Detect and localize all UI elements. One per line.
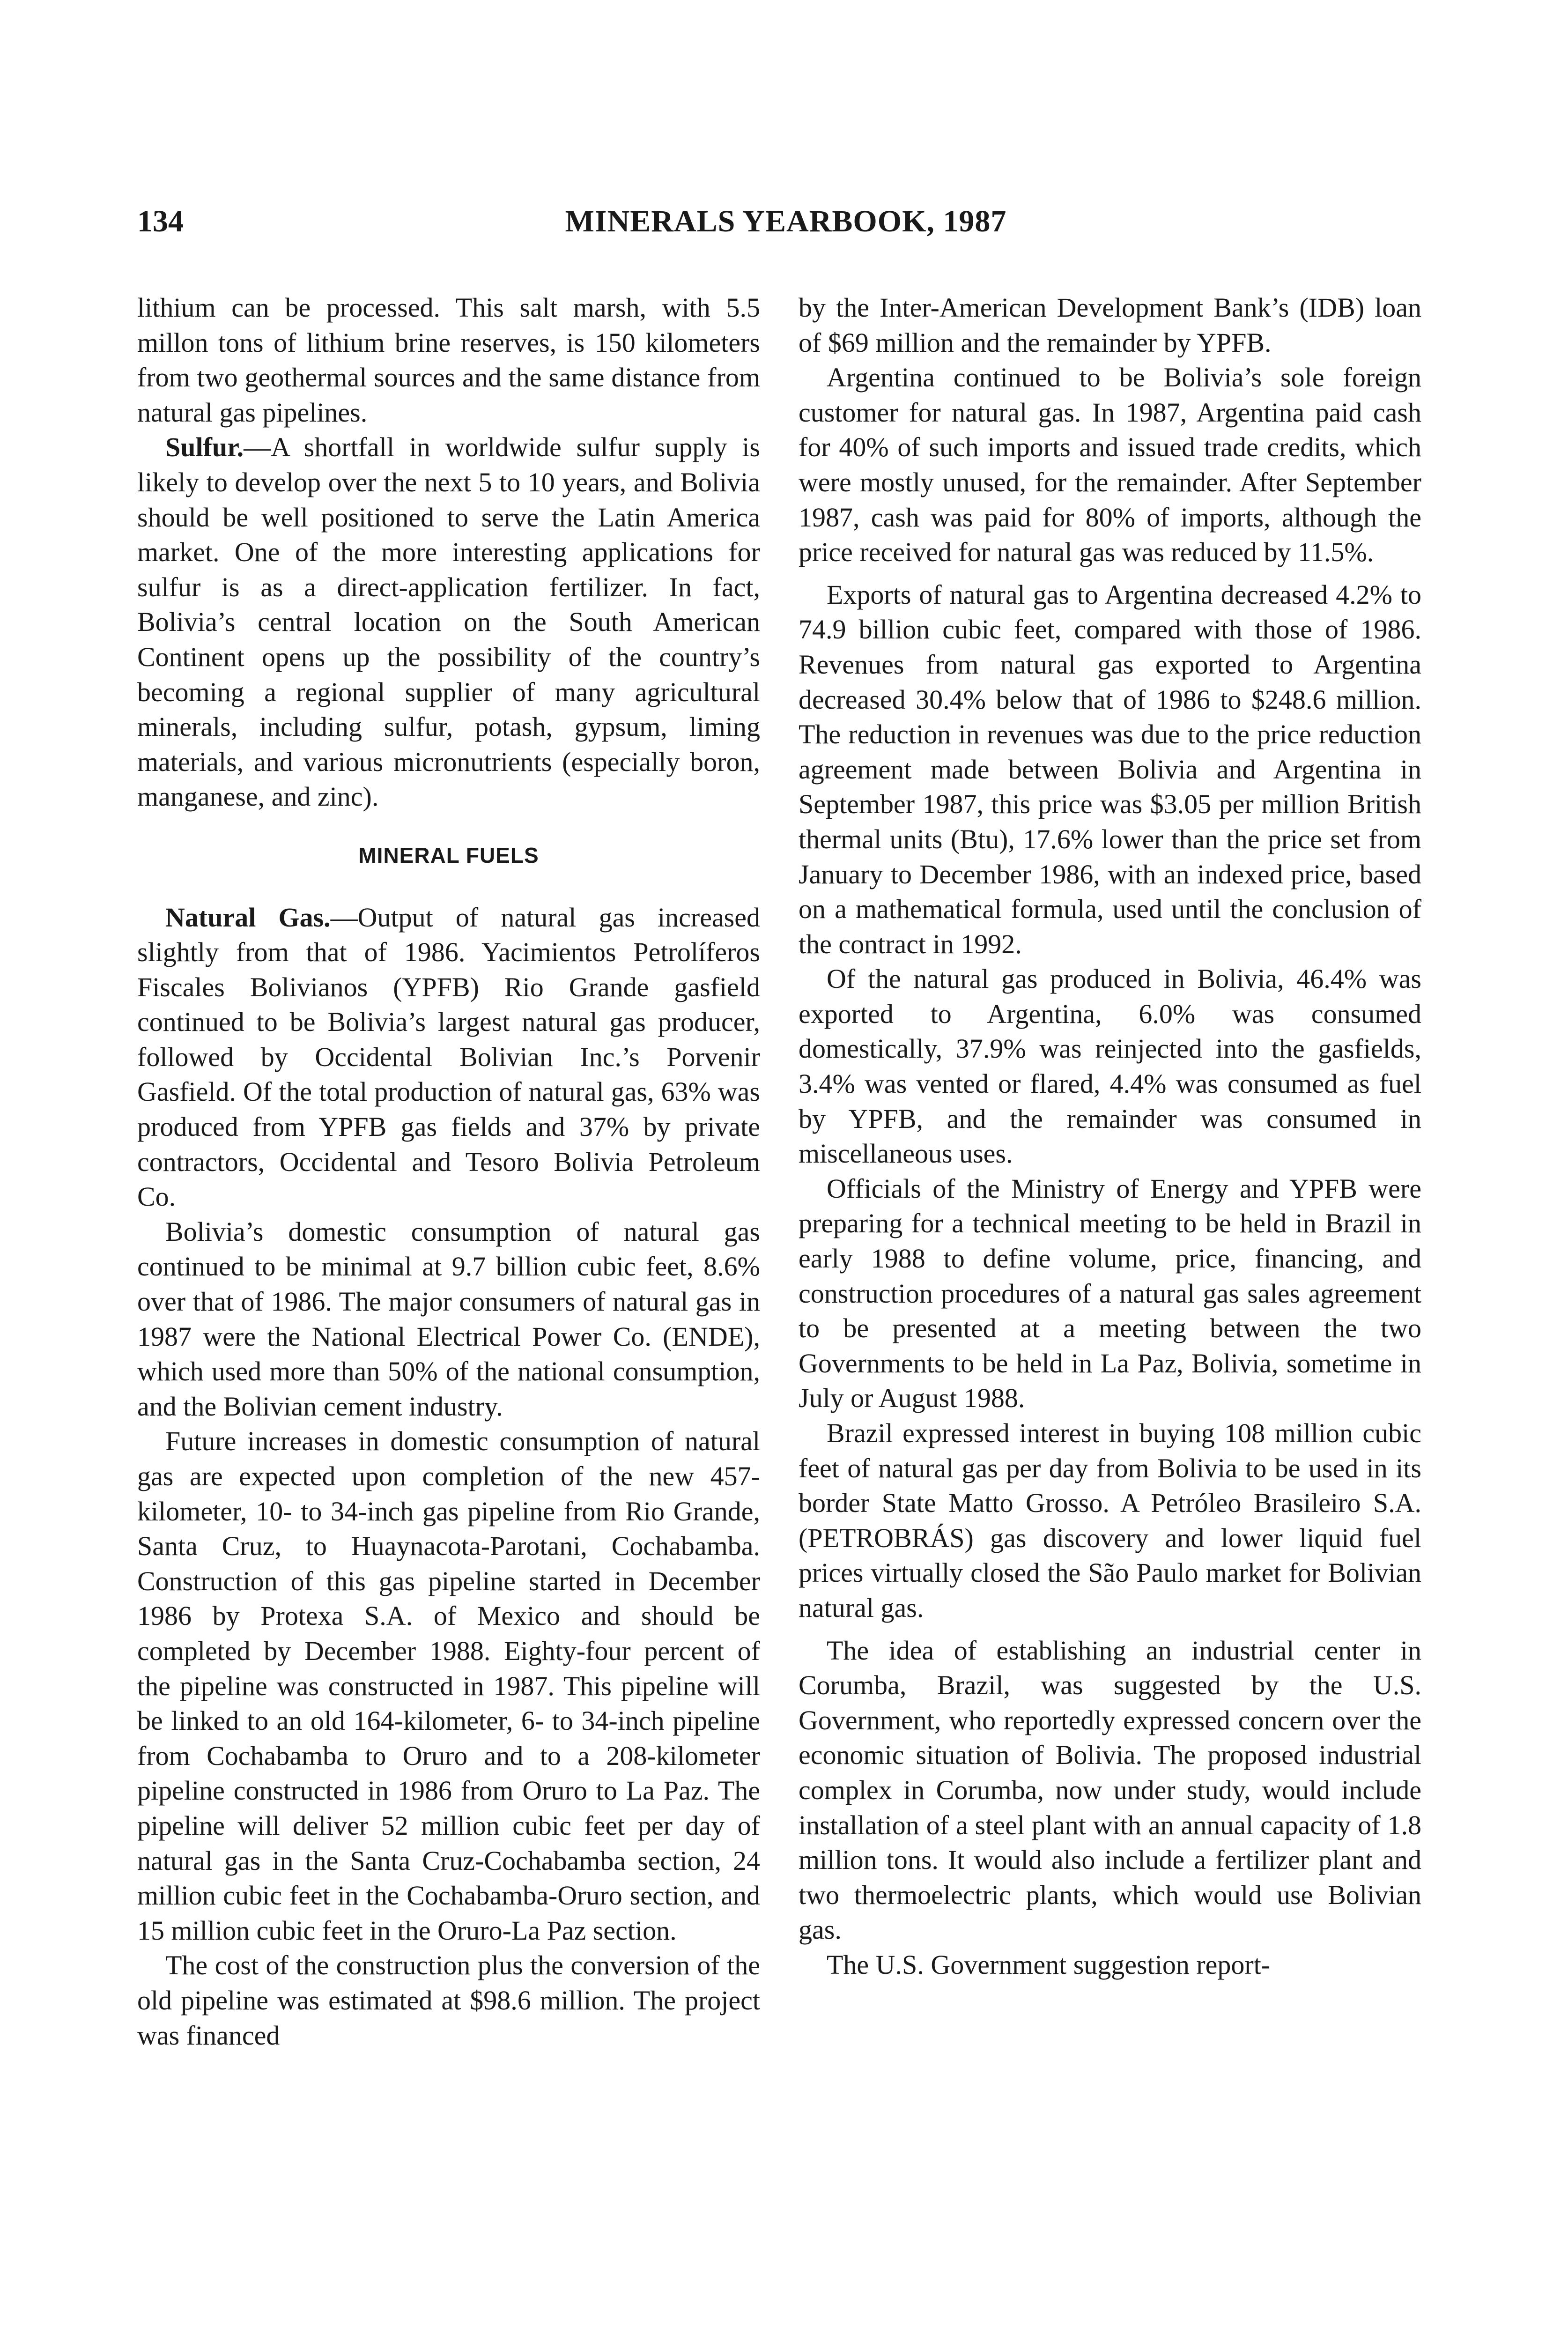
paragraph: The cost of the construction plus the conversion of the old pipeline was estimated at $98.6 million. The project was financed (137, 1950, 760, 2051)
section-heading: MINERAL FUELS (358, 843, 539, 867)
run-in-heading-sulfur: Sulfur. (165, 432, 244, 463)
running-title: MINERALS YEARBOOK, 1987 (565, 204, 1007, 238)
paragraph: Exports of natural gas to Argentina decreased 4.2% to 74.9 billion cubic feet, compared with those of 1986. Revenues from natural gas exported to Argentina decreased 30.4% below that of 1986 to $248.6 million. The reduction in revenues was due to the price reduction agreement made between Bolivia and Argentina in September 1987, this price was $3.05 per million British thermal units (Btu), 17.6% lower than the price set from January to December 1986, with an indexed price, based on a mathematical formula, used until the conclusion of the contract in 1992. (799, 579, 1421, 959)
paragraph-sulfur: Sulfur.—A shortfall in worldwide sulfur supply is likely to develop over the next 5 to 10 years, and Bolivia should be well positioned to serve the Latin America market. One of the more interesting applications for sulfur is as a direct-application fertilizer. In fact, Bolivia’s central location on the South American Continent opens up the possibility of the country’s becoming a regional supplier of many agricultural minerals, including sulfur, potash, gypsum, liming materials, and various micronutrients (especially boron, manganese, and zinc). (137, 432, 760, 812)
paragraph: Of the natural gas produced in Bolivia, 46.4% was exported to Argentina, 6.0% was consumed domestically, 37.9% was reinjected into the gasfields, 3.4% was vented or flared, 4.4% was consumed as fuel by YPFB, and the remainder was consumed in miscellaneous uses. (799, 963, 1421, 1169)
page-number: 134 (137, 204, 184, 238)
left-column (137, 290, 760, 2053)
paragraph: Brazil expressed interest in buying 108 million cubic feet of natural gas per day from Bolivia to be used in its border State Matto Grosso. A Petróleo Brasileiro S.A. (PETROBRÁS) gas discovery and lower liquid fuel prices virtually closed the São Paulo market for Bolivian natural gas. (799, 1418, 1421, 1623)
paragraph-text: A shortfall in worldwide sulfur supply is likely to develop over the next 5 to 10 years, and Bolivia should be well positioned to serve the Latin America market. One of the more interesting applications for sulfur is as a direct-application fertilizer. In fact, Bolivia’s central location on the South American Continent opens up the possibility of the country’s becoming a regional supplier of many agricultural minerals, including sulfur, potash, gypsum, liming materials, and various micronutrients (especially boron, manganese, and zinc). (137, 432, 760, 812)
paragraph: lithium can be processed. This salt marsh, with 5.5 millon tons of lithium brine reserves, is 150 kilometers from two geothermal sources and the same distance from natural gas pipelines. (137, 292, 760, 428)
paragraph: Officials of the Ministry of Energy and YPFB were preparing for a technical meeting to be held in Brazil in early 1988 to define volume, price, financing, and construction procedures of a natural gas sales agreement to be presented at a meeting between the two Governments to be held in La Paz, Bolivia, sometime in July or August 1988. (799, 1173, 1421, 1414)
run-in-heading-natural-gas: Natural Gas. (165, 902, 331, 933)
paragraph: Bolivia’s domestic consumption of natural gas continued to be minimal at 9.7 billion cubic feet, 8.6% over that of 1986. The major consumers of natural gas in 1987 were the National Electrical Power Co. (ENDE), which used more than 50% of the national consumption, and the Bolivian cement industry. (137, 1216, 760, 1422)
paragraph-text: Output of natural gas increased slightly from that of 1986. Yacimientos Petrolíferos Fiscales Bolivianos (YPFB) Rio Grande gasfield continued to be Bolivia’s largest natural gas producer, followed by Occidental Bolivian Inc.’s Porvenir Gasfield. Of the total production of natural gas, 63% was produced from YPFB gas fields and 37% by private contractors, Occidental and Tesoro Bolivia Petroleum Co. (137, 902, 761, 1212)
paragraph: The idea of establishing an industrial center in Corumba, Brazil, was suggested by the U.S. Government, who reportedly expressed concern over the economic situation of Bolivia. The proposed industrial complex in Corumba, now under study, would include installation of a steel plant with an annual capacity of 1.8 million tons. It would also include a fertilizer plant and two thermoelectric plants, which would use Bolivian gas. (799, 1635, 1421, 1945)
paragraph: The U.S. Government suggestion report- (827, 1949, 1271, 1980)
right-column (799, 290, 1421, 1983)
paragraph: Future increases in domestic consumption of natural gas are expected upon completion of the new 457-kilometer, 10- to 34-inch gas pipeline from Rio Grande, Santa Cruz, to Huaynacota-Parotani, Cochabamba. Construction of this gas pipeline started in December 1986 by Protexa S.A. of Mexico and should be completed by December 1988. Eighty-four percent of the pipeline was constructed in 1987. This pipeline will be linked to an old 164-kilometer, 6- to 34-inch pipeline from Cochabamba to Oruro and to a 208-kilometer pipeline constructed in 1986 from Oruro to La Paz. The pipeline will deliver 52 million cubic feet per day of natural gas in the Santa Cruz-Cochabamba section, 24 million cubic feet in the Cochabamba-Oruro section, and 15 million cubic feet in the Oruro-La Paz section. (137, 1426, 760, 1946)
paragraph: by the Inter-American Development Bank’s (IDB) loan of $69 million and the remainder by YPFB. (799, 292, 1421, 358)
paragraph: Argentina continued to be Bolivia’s sole foreign customer for natural gas. In 1987, Argentina paid cash for 40% of such imports and issued trade credits, which were mostly unused, for the remainder. After September 1987, cash was paid for 80% of imports, although the price received for natural gas was reduced by 11.5%. (799, 362, 1421, 568)
paragraph-natural-gas: Natural Gas.—Output of natural gas increased slightly from that of 1986. Yacimientos Petrolíferos Fiscales Bolivianos (YPFB) Rio Grande gasfield continued to be Bolivia’s largest natural gas producer, followed by Occidental Bolivian Inc.’s Porvenir Gasfield. Of the total production of natural gas, 63% was produced from YPFB gas fields and 37% by private contractors, Occidental and Tesoro Bolivia Petroleum Co. (137, 902, 761, 1212)
page-header (137, 204, 1435, 246)
